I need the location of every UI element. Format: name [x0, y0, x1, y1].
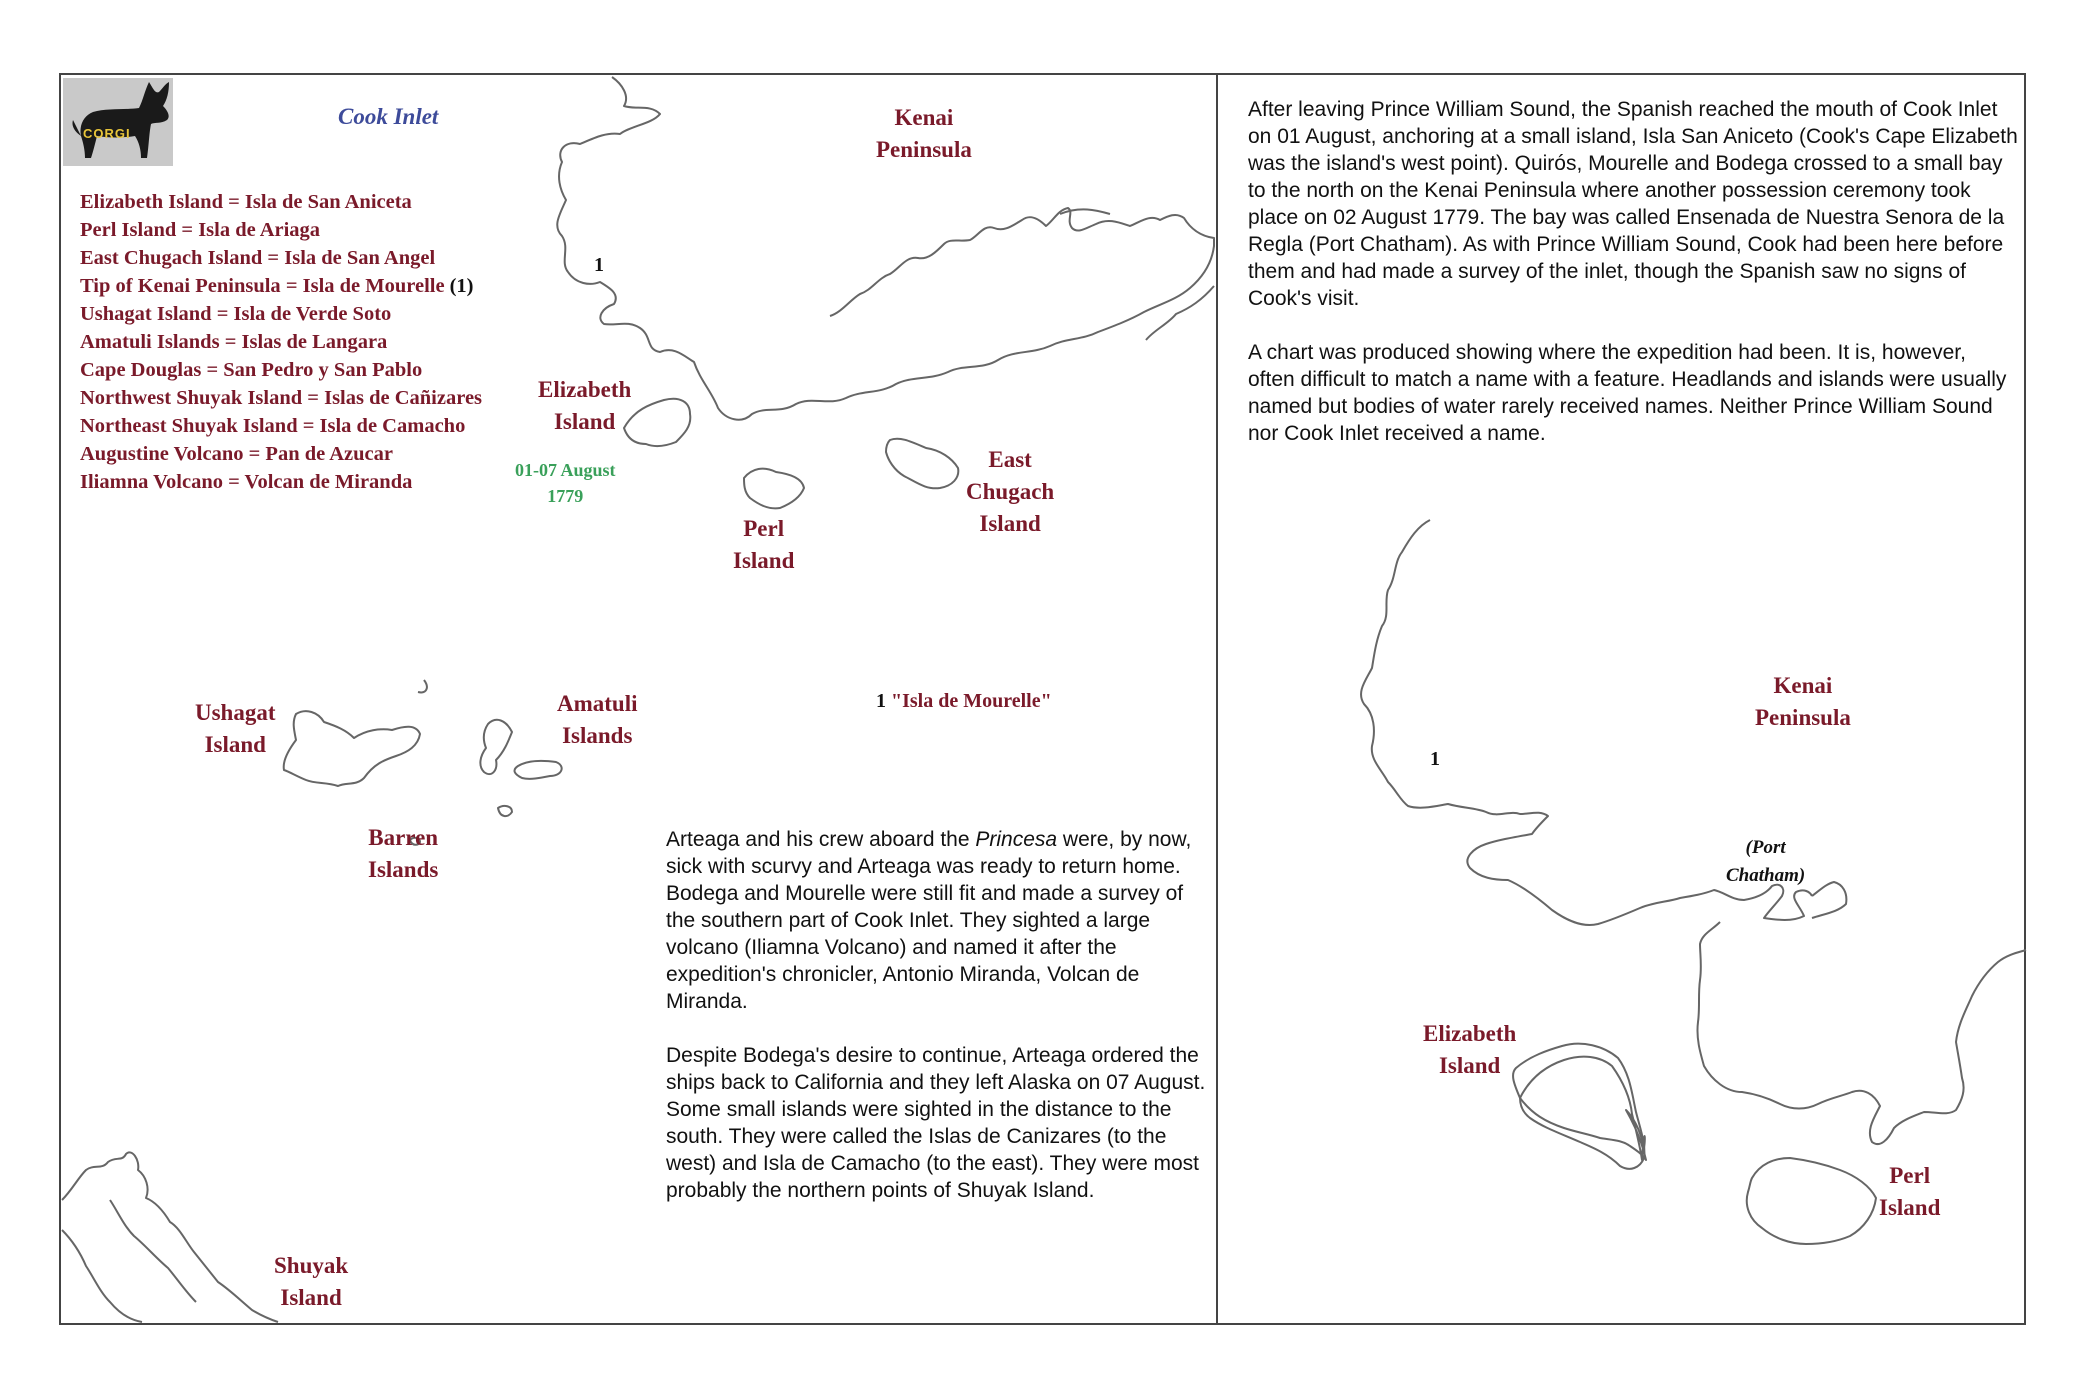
- label-line: Amatuli: [557, 691, 638, 716]
- equals-sign: =: [201, 359, 224, 381]
- legend-spanish-name: Volcan de Miranda: [244, 471, 413, 493]
- footnote-text: "Isla de Mourelle": [891, 690, 1052, 712]
- equals-sign: =: [222, 471, 245, 493]
- legend-feature: Perl Island: [80, 219, 177, 241]
- legend-spanish-name: Isla de Ariaga: [198, 219, 321, 241]
- label-line: (Port: [1745, 837, 1786, 858]
- label-line: Perl: [743, 516, 785, 541]
- date-line: 1779: [547, 486, 584, 506]
- perl-island-outline-left: [744, 469, 804, 509]
- map-title: Cook Inlet: [338, 104, 439, 129]
- legend-feature: East Chugach Island: [80, 247, 263, 269]
- text-run: were, by now, sick with scurvy and Arteaga was ready to return home. Bodega and Mourelle were still fit and made a survey of the southern part of Cook Inlet. They sighted a large volcano (Iliamna Volcano) and named it after the expedition's chronicler, Antonio Miranda, Volcan de Miranda.: [666, 828, 1192, 1013]
- legend-spanish-name: San Pedro y San Pablo: [223, 359, 423, 381]
- label-kenai-peninsula-left: [876, 102, 972, 166]
- text-run: Arteaga and his crew aboard the: [666, 828, 976, 851]
- legend-feature: Iliamna Volcano: [80, 471, 223, 493]
- ushagat-outline-left: [284, 680, 427, 786]
- label-line: Elizabeth: [538, 377, 632, 402]
- equals-sign: =: [280, 275, 303, 297]
- legend-spanish-name: Islas de Cañizares: [324, 387, 483, 409]
- paragraph: [666, 826, 1216, 1015]
- amatuli-outline-left: [480, 720, 561, 816]
- legend-entry: [80, 412, 560, 440]
- label-line: Island: [204, 732, 266, 757]
- visit-dates: [515, 457, 616, 509]
- label-line: Island: [280, 1285, 342, 1310]
- label-perl-island-right: [1879, 1160, 1940, 1224]
- legend-entry: [80, 272, 560, 300]
- label-line: Perl: [1889, 1163, 1931, 1188]
- label-line: Islands: [562, 723, 633, 748]
- label-east-chugach-island-left: [966, 444, 1054, 540]
- legend-spanish-name: Isla de Verde Soto: [233, 303, 392, 325]
- legend-spanish-name: Isla de Mourelle: [302, 275, 445, 297]
- map-marker-1-left: 1: [594, 254, 604, 276]
- elizabeth-island-outline-left: [624, 399, 690, 446]
- perl-island-outline-right: [1747, 1158, 1876, 1244]
- narrative-right: [1248, 96, 2018, 474]
- equals-sign: =: [262, 247, 285, 269]
- legend-feature: Northwest Shuyak Island: [80, 387, 303, 409]
- map-marker-1-right: 1: [1430, 748, 1440, 770]
- elizabeth-island-outline-right-b: [1513, 1044, 1644, 1169]
- kenai-east-shore-right: [1697, 882, 2026, 1144]
- legend-entry: [80, 384, 560, 412]
- label-barren-islands: [368, 822, 438, 886]
- legend-spanish-name: Islas de Langara: [241, 331, 388, 353]
- legend-entry: [80, 216, 560, 244]
- shuyak-coastline-left: [62, 1152, 278, 1322]
- legend-feature: Cape Douglas: [80, 359, 202, 381]
- label-line: Peninsula: [1755, 705, 1851, 730]
- narrative-middle: [666, 826, 1216, 1231]
- logo-text: CORGI: [83, 126, 131, 141]
- label-line: East: [988, 447, 1032, 472]
- label-kenai-peninsula-right: [1755, 670, 1851, 734]
- legend-entry: [80, 440, 560, 468]
- legend-feature: Augustine Volcano: [80, 443, 244, 465]
- label-line: Barren: [368, 825, 439, 850]
- legend-entry: [80, 328, 560, 356]
- east-chugach-outline-left: [886, 439, 958, 489]
- equals-sign: =: [243, 443, 266, 465]
- corgi-silhouette-icon: [63, 78, 173, 166]
- equals-sign: =: [219, 331, 242, 353]
- legend-entry: [80, 244, 560, 272]
- label-line: Island: [733, 548, 795, 573]
- footnote-isla-de-mourelle: [876, 690, 1052, 713]
- legend-spanish-name: Isla de San Aniceta: [244, 191, 412, 213]
- label-port-chatham: [1726, 834, 1805, 890]
- label-line: Chugach: [966, 479, 1055, 504]
- label-line: Peninsula: [876, 137, 972, 162]
- legend-spanish-name: Isla de San Angel: [284, 247, 436, 269]
- legend-entry: [80, 468, 560, 496]
- label-line: Chatham): [1726, 865, 1806, 886]
- label-line: Kenai: [894, 105, 954, 130]
- label-line: Shuyak: [274, 1253, 349, 1278]
- label-shuyak-island: [274, 1250, 348, 1314]
- legend-entry: [80, 300, 560, 328]
- legend-spanish-name: Isla de Camacho: [319, 415, 466, 437]
- label-line: Kenai: [1773, 673, 1833, 698]
- legend-feature: Northeast Shuyak Island: [80, 415, 298, 437]
- label-line: Ushagat: [195, 700, 276, 725]
- label-perl-island-left: [733, 513, 794, 577]
- equals-sign: =: [222, 191, 245, 213]
- label-line: Island: [553, 409, 616, 434]
- place-name-legend: [80, 188, 560, 496]
- equals-sign: =: [297, 415, 320, 437]
- elizabeth-island-outline-right: [1520, 1057, 1646, 1160]
- paragraph: Despite Bodega's desire to continue, Arteaga ordered the ships back to California and they left Alaska on 07 August. Some small islands were sighted in the distance to the south. They were called the Islas de Canizares (to the west) and Isla de Camacho (to the east). They were most probably the northern points of Shuyak Island.: [666, 1044, 1206, 1202]
- legend-note: (1): [449, 275, 474, 297]
- label-line: Elizabeth: [1423, 1021, 1517, 1046]
- legend-feature: Amatuli Islands: [80, 331, 220, 353]
- paragraph: After leaving Prince William Sound, the Spanish reached the mouth of Cook Inlet on 01 August, anchoring at a small island, Isla San Aniceto (Cook's Cape Elizabeth was the island's west point). Quirós, Mourelle and Bodega crossed to a small bay to the north on the Kenai Peninsula where another possession ceremony took place on 02 August 1779. The bay was called Ensenada de Nuestra Senora de la Regla (Port Chatham). As with Prince William Sound, Cook had been here before them and had made a survey of the inlet, though the Spanish saw no signs of Cook's visit.: [1248, 98, 2018, 310]
- footnote-number: 1: [876, 690, 886, 712]
- label-line: Island: [1879, 1195, 1941, 1220]
- label-line: Island: [979, 511, 1041, 536]
- label-line: Island: [1438, 1053, 1501, 1078]
- equals-sign: =: [211, 303, 234, 325]
- date-line: 01-07 August: [515, 460, 616, 480]
- equals-sign: =: [302, 387, 325, 409]
- legend-spanish-name: Pan de Azucar: [265, 443, 393, 465]
- ship-name: Princesa: [975, 828, 1058, 851]
- legend-feature: Tip of Kenai Peninsula: [80, 275, 281, 297]
- legend-entry: [80, 188, 560, 216]
- legend-feature: Ushagat Island: [80, 303, 212, 325]
- equals-sign: =: [176, 219, 199, 241]
- label-amatuli-islands: [557, 688, 638, 752]
- label-elizabeth-island-right: [1423, 1018, 1516, 1082]
- corgi-logo: [63, 78, 173, 166]
- legend-entry: [80, 356, 560, 384]
- paragraph: A chart was produced showing where the expedition had been. It is, however, often difficult to match a name with a feature. Headlands and islands were usually named but bodies of water rarely received names. Neither Prince William Sound nor Cook Inlet received a name.: [1248, 341, 2007, 445]
- label-ushagat-island: [195, 697, 276, 761]
- legend-feature: Elizabeth Island: [80, 191, 223, 213]
- label-elizabeth-island-left: [538, 374, 631, 438]
- label-line: Islands: [368, 857, 439, 882]
